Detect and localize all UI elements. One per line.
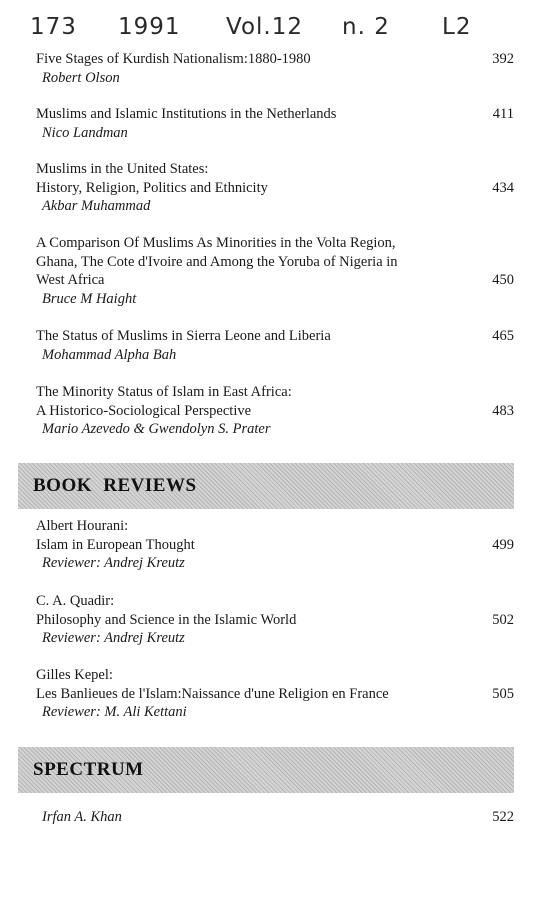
handwritten-code: L2 xyxy=(442,14,472,40)
entry-author: Bruce M Haight xyxy=(42,290,137,307)
section-header-spectrum xyxy=(18,747,514,793)
entry-page-number: 502 xyxy=(492,611,514,628)
entry-author: Robert Olson xyxy=(42,69,120,86)
entry-author: Mohammad Alpha Bah xyxy=(42,346,177,363)
handwritten-issue: n. 2 xyxy=(342,14,390,40)
entry-title-line: A Historico-Sociological Perspective xyxy=(36,402,252,419)
entry-author: Irfan A. Khan xyxy=(42,809,122,825)
entry-reviewer: Reviewer: M. Ali Kettani xyxy=(42,704,187,720)
entry-title-line: Ghana, The Cote d'Ivoire and Among the Yoruba of Nigeria in xyxy=(36,253,398,270)
entry-page-number: 505 xyxy=(492,685,514,702)
review-entry[interactable] xyxy=(36,592,514,648)
entry-author: Nico Landman xyxy=(42,124,128,141)
toc-entry[interactable] xyxy=(36,50,514,87)
entry-author: Mario Azevedo & Gwendolyn S. Prater xyxy=(42,421,271,437)
entry-page-number: 450 xyxy=(492,272,514,288)
section-title: SPECTRUM xyxy=(33,759,144,780)
entry-page-number: 411 xyxy=(492,106,514,122)
entry-title-line: Les Banlieues de l'Islam:Naissance d'une Religion en France xyxy=(36,685,389,702)
review-entry[interactable] xyxy=(36,517,514,573)
entry-title-line: Albert Hourani: xyxy=(36,518,129,534)
entry-title-line: The Status of Muslims in Sierra Leone and Liberia xyxy=(36,328,331,344)
handwritten-volume: Vol.12 xyxy=(226,14,303,40)
entry-title-line: Gilles Kepel: xyxy=(36,667,113,683)
toc-entry[interactable] xyxy=(36,105,514,142)
entry-page-number: 392 xyxy=(492,51,514,67)
toc-entry[interactable] xyxy=(36,160,514,216)
entry-page-number: 465 xyxy=(492,328,514,344)
entry-title-line: Philosophy and Science in the Islamic World xyxy=(36,611,297,628)
toc-entry[interactable] xyxy=(36,327,514,364)
entry-reviewer: Reviewer: Andrej Kreutz xyxy=(42,555,185,571)
entry-title-line: A Comparison Of Muslims As Minorities in the Volta Region, xyxy=(36,235,396,251)
entry-title-line: The Minority Status of Islam in East Africa: xyxy=(36,384,292,400)
toc-entry[interactable] xyxy=(36,383,514,439)
entry-title-line: Islam in European Thought xyxy=(36,536,195,553)
entry-title-line: Five Stages of Kurdish Nationalism:1880-1980 xyxy=(36,51,311,67)
entry-page-number: 483 xyxy=(492,402,514,419)
section-title: BOOK REVIEWS xyxy=(33,475,197,496)
entry-page-number: 522 xyxy=(492,809,514,825)
entry-reviewer: Reviewer: Andrej Kreutz xyxy=(42,630,185,646)
handwritten-number: 173 xyxy=(30,14,77,40)
entry-title-line: Muslims and Islamic Institutions in the Netherlands xyxy=(36,106,337,122)
entry-title-line: History, Religion, Politics and Ethnicity xyxy=(36,179,268,196)
entry-title-line: C. A. Quadir: xyxy=(36,593,115,609)
entry-page-number: 499 xyxy=(492,536,514,553)
entry-author: Akbar Muhammad xyxy=(42,198,151,214)
review-entry[interactable] xyxy=(36,666,514,722)
entry-title-line: Muslims in the United States: xyxy=(36,161,209,177)
handwritten-year: 1991 xyxy=(118,14,181,40)
section-header-book-reviews xyxy=(18,463,514,509)
entry-page-number: 434 xyxy=(492,179,514,196)
toc-entry[interactable] xyxy=(36,234,514,308)
entry-title-line: West Africa xyxy=(36,272,105,288)
spectrum-entry[interactable] xyxy=(36,808,514,827)
